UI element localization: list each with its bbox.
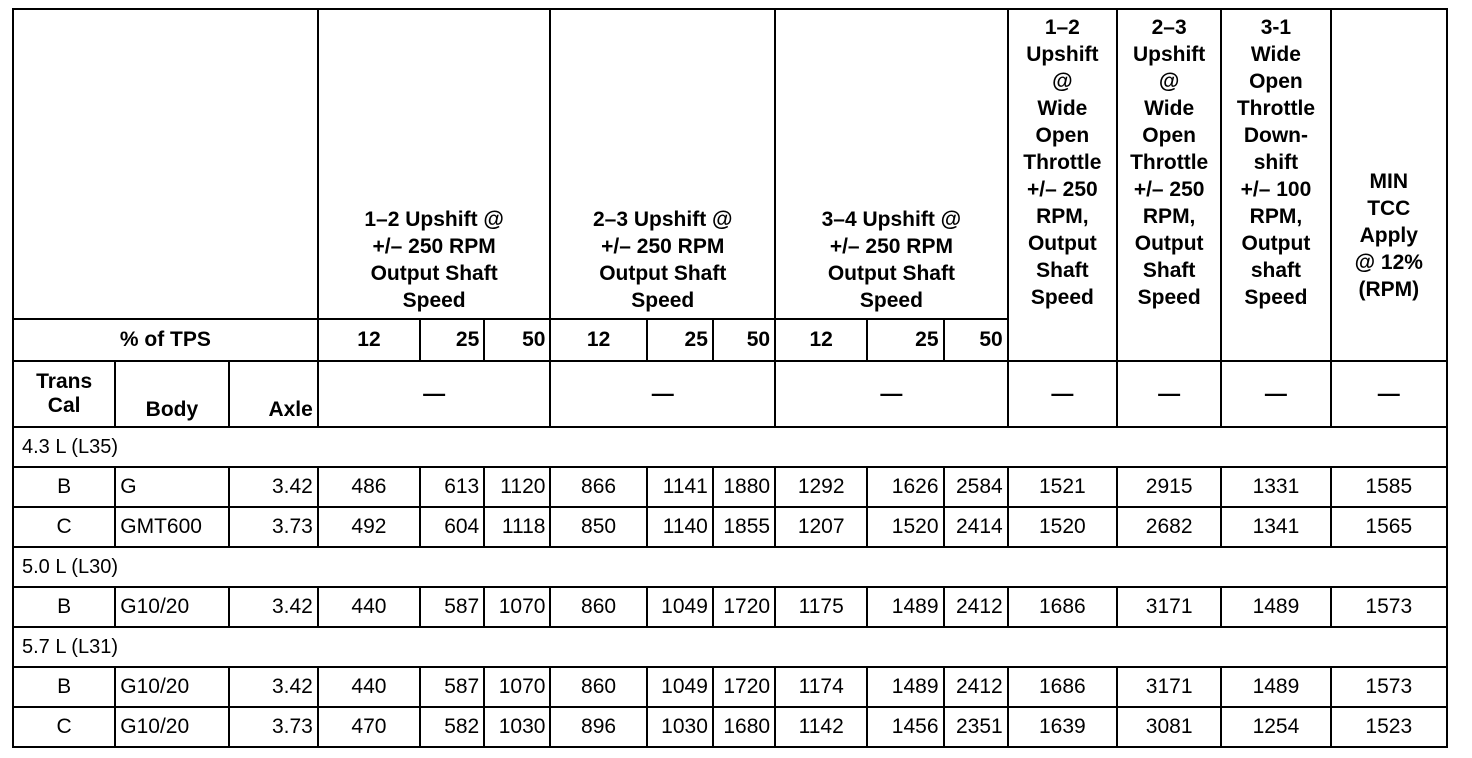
speed-value-cell: 582 <box>420 707 484 747</box>
speed-value-cell: 486 <box>318 467 420 507</box>
speed-value-cell: 1030 <box>484 707 550 747</box>
tps-label: % of TPS <box>13 319 318 361</box>
trans-cal-cell: C <box>13 707 115 747</box>
speed-value-cell: 440 <box>318 587 420 627</box>
speed-value-cell: 1680 <box>713 707 775 747</box>
dash-cell: — <box>1117 361 1221 427</box>
speed-value-cell: 2412 <box>944 667 1008 707</box>
tps-value: 50 <box>713 319 775 361</box>
engine-group-row <box>13 547 1447 587</box>
tps-value: 50 <box>944 319 1008 361</box>
dash-cell: — <box>1331 361 1447 427</box>
speed-value-cell: 1292 <box>775 467 867 507</box>
body-cell: G10/20 <box>115 667 228 707</box>
dash-cell: — <box>1221 361 1330 427</box>
speed-value-cell: 587 <box>420 587 484 627</box>
speed-value-cell: 1118 <box>484 507 550 547</box>
speed-value-cell: 2351 <box>944 707 1008 747</box>
header-blank-cell <box>13 9 318 319</box>
dash-cell: — <box>550 361 775 427</box>
trans-cal-header: Trans Cal <box>13 361 115 427</box>
speed-value-cell: 1639 <box>1008 707 1117 747</box>
speed-value-cell: 1456 <box>867 707 943 747</box>
header-row <box>13 9 1447 319</box>
dash-cell: — <box>318 361 551 427</box>
speed-value-cell: 2682 <box>1117 507 1221 547</box>
speed-value-cell: 1030 <box>647 707 713 747</box>
speed-value-cell: 1175 <box>775 587 867 627</box>
speed-value-cell: 1049 <box>647 587 713 627</box>
speed-value-cell: 1686 <box>1008 667 1117 707</box>
speed-value-cell: 3171 <box>1117 667 1221 707</box>
speed-value-cell: 866 <box>550 467 646 507</box>
speed-value-cell: 1341 <box>1221 507 1330 547</box>
speed-value-cell: 1521 <box>1008 467 1117 507</box>
speed-value-cell: 1070 <box>484 667 550 707</box>
speed-value-cell: 1720 <box>713 667 775 707</box>
engine-group-label: 5.7 L (L31) <box>13 627 1447 667</box>
axle-cell: 3.42 <box>229 587 318 627</box>
speed-value-cell: 3171 <box>1117 587 1221 627</box>
table-row <box>13 467 1447 507</box>
speed-value-cell: 470 <box>318 707 420 747</box>
table-row <box>13 507 1447 547</box>
axle-cell: 3.73 <box>229 707 318 747</box>
speed-value-cell: 1686 <box>1008 587 1117 627</box>
body-cell: GMT600 <box>115 507 228 547</box>
speed-value-cell: 896 <box>550 707 646 747</box>
axle-cell: 3.42 <box>229 667 318 707</box>
engine-group-label: 4.3 L (L35) <box>13 427 1447 467</box>
trans-cal-cell: B <box>13 587 115 627</box>
speed-value-cell: 1585 <box>1331 467 1447 507</box>
speed-value-cell: 1489 <box>1221 667 1330 707</box>
table-row <box>13 667 1447 707</box>
header-upshift-3-4: 3–4 Upshift @ +/– 250 RPM Output Shaft Speed <box>775 9 1008 319</box>
body-cell: G10/20 <box>115 707 228 747</box>
tps-value: 12 <box>775 319 867 361</box>
table-body <box>13 427 1447 747</box>
speed-value-cell: 1331 <box>1221 467 1330 507</box>
axle-header: Axle <box>229 361 318 427</box>
trans-cal-cell: C <box>13 507 115 547</box>
dash-cell: — <box>1008 361 1117 427</box>
header-upshift-1-2: 1–2 Upshift @ +/– 250 RPM Output Shaft Speed <box>318 9 551 319</box>
speed-value-cell: 1489 <box>867 667 943 707</box>
tps-value: 12 <box>318 319 420 361</box>
shift-speed-table <box>12 8 1448 748</box>
speed-value-cell: 1520 <box>867 507 943 547</box>
speed-value-cell: 1720 <box>713 587 775 627</box>
speed-value-cell: 613 <box>420 467 484 507</box>
header-min-tcc: MIN TCC Apply @ 12% (RPM) <box>1331 9 1447 361</box>
body-cell: G <box>115 467 228 507</box>
engine-group-label: 5.0 L (L30) <box>13 547 1447 587</box>
speed-value-cell: 1207 <box>775 507 867 547</box>
speed-value-cell: 1174 <box>775 667 867 707</box>
table-row <box>13 707 1447 747</box>
header-wot-3-1-downshift: 3-1 Wide Open Throttle Down- shift +/– 100 RPM, Output shaft Speed <box>1221 9 1330 361</box>
speed-value-cell: 1049 <box>647 667 713 707</box>
speed-value-cell: 850 <box>550 507 646 547</box>
speed-value-cell: 587 <box>420 667 484 707</box>
header-upshift-2-3: 2–3 Upshift @ +/– 250 RPM Output Shaft Speed <box>550 9 775 319</box>
speed-value-cell: 604 <box>420 507 484 547</box>
table-row <box>13 587 1447 627</box>
axle-cell: 3.73 <box>229 507 318 547</box>
tps-value: 50 <box>484 319 550 361</box>
speed-value-cell: 860 <box>550 587 646 627</box>
speed-value-cell: 1565 <box>1331 507 1447 547</box>
trans-cal-cell: B <box>13 667 115 707</box>
speed-value-cell: 2414 <box>944 507 1008 547</box>
header-wot-1-2: 1–2 Upshift @ Wide Open Throttle +/– 250 RPM, Output Shaft Speed <box>1008 9 1117 361</box>
speed-value-cell: 860 <box>550 667 646 707</box>
speed-value-cell: 1626 <box>867 467 943 507</box>
trans-cal-cell: B <box>13 467 115 507</box>
body-header: Body <box>115 361 228 427</box>
tps-value: 25 <box>867 319 943 361</box>
body-cell: G10/20 <box>115 587 228 627</box>
column-label-row <box>13 361 1447 427</box>
speed-value-cell: 1573 <box>1331 587 1447 627</box>
tps-value: 25 <box>647 319 713 361</box>
speed-value-cell: 1120 <box>484 467 550 507</box>
dash-cell: — <box>775 361 1008 427</box>
speed-value-cell: 2584 <box>944 467 1008 507</box>
speed-value-cell: 1523 <box>1331 707 1447 747</box>
engine-group-row <box>13 627 1447 667</box>
speed-value-cell: 3081 <box>1117 707 1221 747</box>
axle-cell: 3.42 <box>229 467 318 507</box>
speed-value-cell: 1855 <box>713 507 775 547</box>
speed-value-cell: 1880 <box>713 467 775 507</box>
speed-value-cell: 1520 <box>1008 507 1117 547</box>
speed-value-cell: 1254 <box>1221 707 1330 747</box>
speed-value-cell: 492 <box>318 507 420 547</box>
tps-value: 12 <box>550 319 646 361</box>
speed-value-cell: 1140 <box>647 507 713 547</box>
speed-value-cell: 1489 <box>867 587 943 627</box>
header-wot-2-3: 2–3 Upshift @ Wide Open Throttle +/– 250 RPM, Output Shaft Speed <box>1117 9 1221 361</box>
speed-value-cell: 1489 <box>1221 587 1330 627</box>
tps-value: 25 <box>420 319 484 361</box>
engine-group-row <box>13 427 1447 467</box>
speed-value-cell: 2412 <box>944 587 1008 627</box>
speed-value-cell: 2915 <box>1117 467 1221 507</box>
speed-value-cell: 1573 <box>1331 667 1447 707</box>
speed-value-cell: 1142 <box>775 707 867 747</box>
speed-value-cell: 1141 <box>647 467 713 507</box>
speed-value-cell: 1070 <box>484 587 550 627</box>
speed-value-cell: 440 <box>318 667 420 707</box>
